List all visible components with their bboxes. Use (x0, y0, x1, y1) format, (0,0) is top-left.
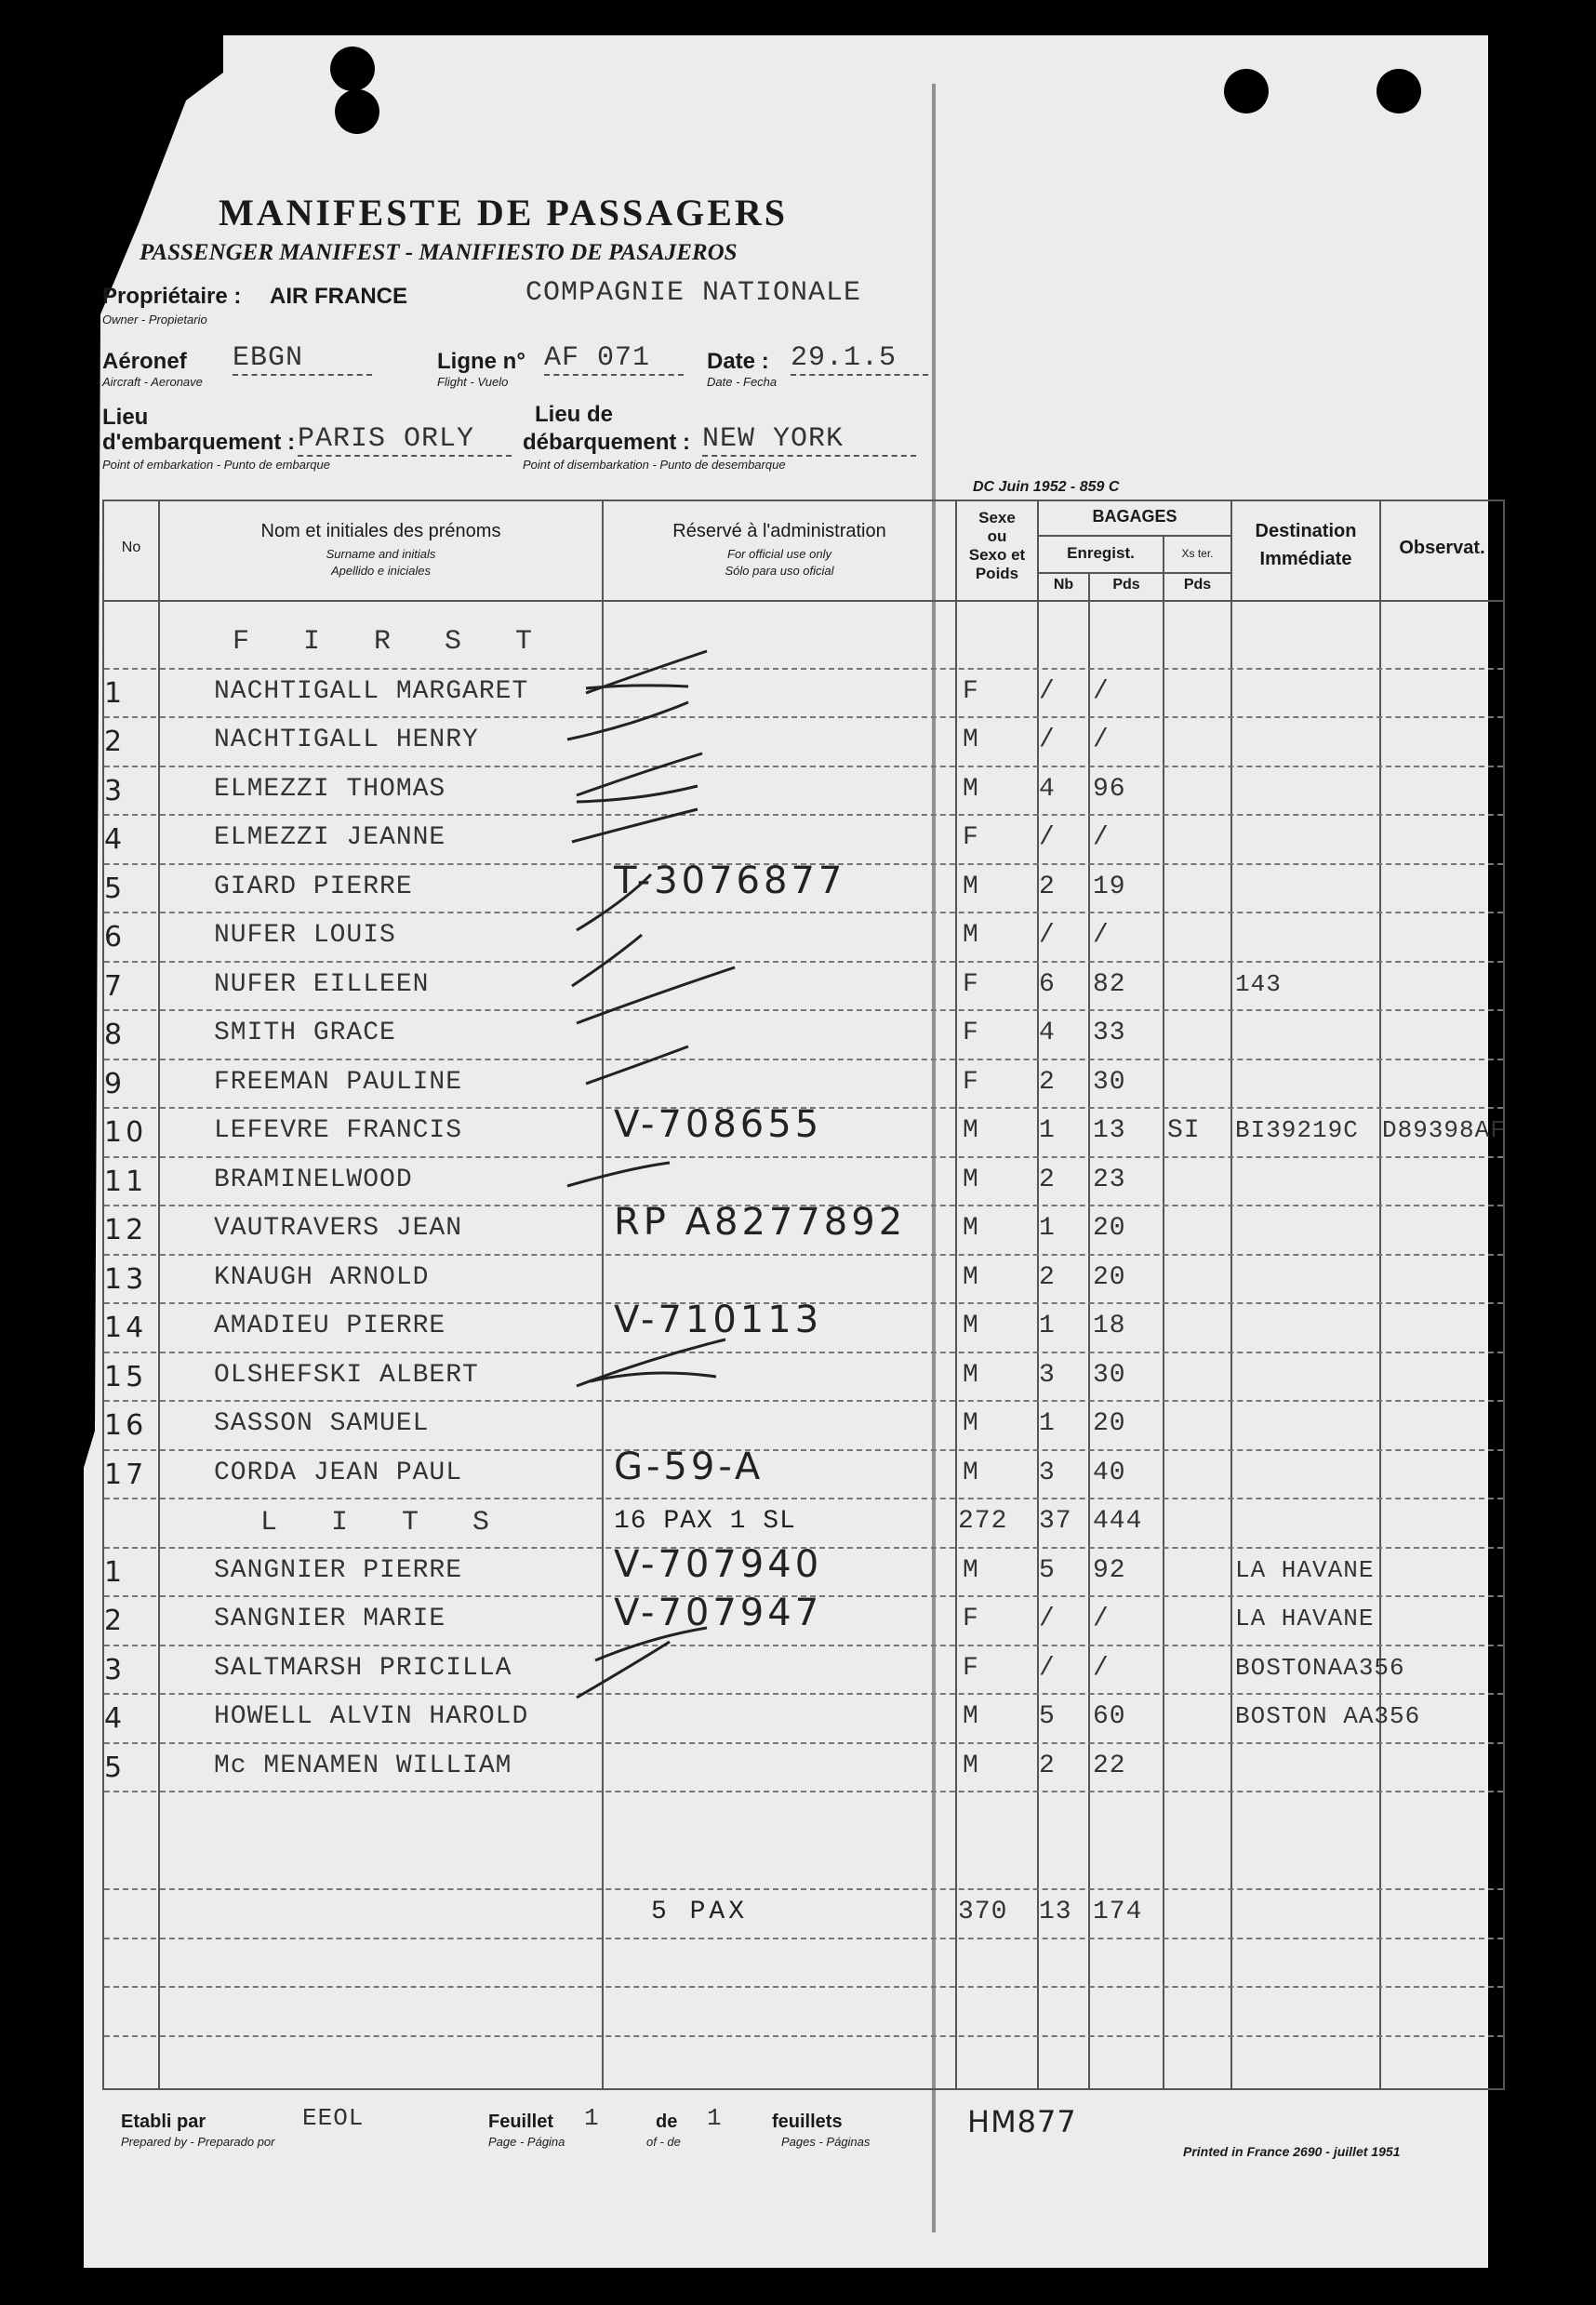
cell-sex: M (963, 726, 979, 754)
cell-nb: / (1039, 726, 1056, 754)
cell-nb: 2 (1039, 1165, 1056, 1194)
cell-admin: V-708655 (614, 1103, 823, 1146)
cell-pds: 30 (1093, 1067, 1126, 1097)
flight-small: Flight - Vuelo (437, 375, 509, 389)
col-name-header: Nom et initiales des prénoms (260, 521, 501, 541)
col-destination-2: Immédiate (1259, 549, 1352, 569)
date-value: 29.1.5 (791, 342, 928, 376)
col-destination-1: Destination (1255, 521, 1357, 541)
cell-sex: 370 (958, 1898, 1008, 1926)
cell-sex: M (963, 1360, 979, 1390)
cell-sex: F (963, 1653, 979, 1683)
cell-no: 2 (104, 1605, 126, 1637)
cell-nb: 4 (1039, 1019, 1056, 1047)
cell-admin: V-707947 (614, 1592, 823, 1634)
cell-no: 1 (104, 676, 126, 710)
pages-small: Pages - Páginas (781, 2135, 871, 2149)
cell-dest: BOSTONAA356 (1235, 1653, 1405, 1682)
cell-name: FREEMAN PAULINE (214, 1067, 463, 1097)
cell-dest: LA HAVANE (1235, 1605, 1375, 1632)
cell-sex: M (963, 1165, 979, 1194)
form-code: DC Juin 1952 - 859 C (973, 479, 1120, 495)
cell-sex: M (963, 1702, 979, 1731)
cell-pds: / (1093, 1605, 1110, 1633)
cell-pds: 444 (1093, 1507, 1143, 1536)
cell-pds: 18 (1093, 1312, 1126, 1340)
cell-pds: 33 (1093, 1019, 1126, 1047)
cell-pds: 60 (1093, 1702, 1126, 1731)
col-sex-4: Poids (975, 565, 1019, 582)
cell-admin: RP A8277892 (614, 1201, 907, 1244)
cell-sex: M (963, 1312, 979, 1340)
cell-nb: 2 (1039, 1751, 1056, 1780)
printed-note: Printed in France 2690 - juillet 1951 (1183, 2144, 1401, 2159)
cell-pds: 13 (1093, 1116, 1126, 1145)
cell-no: 5 (104, 872, 126, 905)
cell-nb: / (1039, 676, 1056, 706)
cell-nb: 1 (1039, 1409, 1056, 1438)
cell-pds: / (1093, 921, 1110, 950)
cell-sex: M (963, 1751, 979, 1780)
cell-sex: M (963, 1555, 979, 1585)
col-sex-1: Sexe (978, 509, 1016, 526)
cell-sex: F (963, 823, 979, 852)
cell-nb: 1 (1039, 1116, 1056, 1145)
form-title: MANIFESTE DE PASSAGERS (219, 192, 789, 233)
cell-no: 12 (104, 1214, 148, 1246)
cell-name: LEFEVRE FRANCIS (214, 1116, 463, 1145)
cell-no: 4 (104, 1702, 126, 1735)
cell-sex: M (963, 774, 979, 804)
cell-admin: 5 PAX (651, 1898, 749, 1926)
embark-label-2: d'embarquement : (102, 430, 296, 455)
cell-nb: 3 (1039, 1458, 1056, 1487)
flight-value: AF 071 (544, 342, 684, 376)
aircraft-small: Aircraft - Aeronave (102, 375, 203, 389)
cell-obs: D89398AF (1382, 1116, 1506, 1144)
col-no-header: No (121, 540, 141, 555)
established-value: EEOL (302, 2104, 365, 2132)
embark-value: PARIS ORLY (298, 423, 512, 457)
cell-name: GIARD PIERRE (214, 872, 413, 901)
cell-sex: M (963, 1409, 979, 1438)
cell-nb: / (1039, 1653, 1056, 1683)
col-pds-header: Pds (1112, 577, 1140, 593)
cell-sex: 272 (958, 1507, 1008, 1536)
of-label: de (656, 2112, 678, 2132)
cell-pds: 40 (1093, 1458, 1126, 1487)
col-admin-small-1: For official use only (727, 547, 831, 561)
cell-sex: M (963, 1116, 979, 1145)
flight-label: Ligne n° (437, 349, 525, 374)
cell-no: 11 (104, 1165, 148, 1198)
cell-no: 8 (104, 1019, 126, 1051)
cell-pds: / (1093, 823, 1110, 852)
col-xs-header: Xs ter. (1181, 547, 1214, 560)
cell-name: SALTMARSH PRICILLA (214, 1653, 512, 1683)
cell-sex: M (963, 921, 979, 950)
cell-pds: 96 (1093, 774, 1126, 804)
cell-sex: F (963, 1019, 979, 1047)
col-name-small-1: Surname and initials (326, 547, 436, 561)
cell-pds: 174 (1093, 1898, 1143, 1926)
cell-no: 10 (104, 1116, 148, 1149)
embark-small: Point of embarkation - Punto de embarque (102, 458, 330, 472)
cell-sex: F (963, 676, 979, 706)
embark-label-1: Lieu (102, 405, 149, 430)
cell-name: NUFER LOUIS (214, 921, 396, 950)
owner-value: AIR FRANCE (270, 284, 407, 309)
sheet-value: 1 (584, 2104, 600, 2132)
cell-nb: 1 (1039, 1214, 1056, 1243)
cell-no: 17 (104, 1458, 148, 1491)
cell-nb: / (1039, 921, 1056, 950)
sheet-small: Page - Página (488, 2135, 565, 2149)
cell-admin: T-3076877 (614, 859, 846, 902)
cell-name: BRAMINELWOOD (214, 1165, 413, 1194)
cell-dest: 143 (1235, 969, 1282, 998)
established-small: Prepared by - Preparado por (121, 2135, 275, 2149)
form-subtitle: PASSENGER MANIFEST - MANIFIESTO DE PASAJEROS (140, 240, 738, 265)
cell-no: 5 (104, 1751, 126, 1784)
cell-name: HOWELL ALVIN HAROLD (214, 1702, 529, 1731)
cell-nb: 37 (1039, 1507, 1072, 1536)
cell-name: KNAUGH ARNOLD (214, 1262, 430, 1292)
cell-xs: SI (1167, 1116, 1201, 1145)
col-sex-3: Sexo et (968, 546, 1026, 564)
aircraft-value: EBGN (233, 342, 372, 376)
cell-name: ELMEZZI JEANNE (214, 823, 446, 852)
cell-sex: M (963, 1458, 979, 1487)
cell-dest: LA HAVANE (1235, 1555, 1375, 1584)
disembark-value: NEW YORK (702, 423, 916, 457)
cell-pds: 19 (1093, 872, 1126, 901)
cell-admin: V-710113 (614, 1299, 823, 1341)
cell-nb: 13 (1039, 1898, 1072, 1926)
cell-pds: / (1093, 676, 1110, 706)
cell-name: Mc MENAMEN WILLIAM (214, 1751, 512, 1780)
cell-name: SASSON SAMUEL (214, 1409, 430, 1438)
date-small: Date - Fecha (707, 375, 778, 389)
owner-typed: COMPAGNIE NATIONALE (525, 277, 862, 309)
cell-dest: BI39219C (1235, 1116, 1359, 1144)
col-nb-header: Nb (1053, 577, 1074, 593)
established-label: Etabli par (121, 2112, 206, 2132)
cell-no: 6 (104, 921, 126, 953)
col-admin-small-2: Sólo para uso oficial (725, 564, 834, 578)
cell-name: SMITH GRACE (214, 1019, 396, 1047)
disembark-small: Point of disembarkation - Punto de desembarque (523, 458, 786, 472)
col-enregist-header: Enregist. (1067, 544, 1135, 562)
disembark-label-1: Lieu de (535, 402, 614, 427)
section-first-label: F I R S T (233, 626, 552, 658)
cell-nb: 2 (1039, 872, 1056, 901)
cell-no: 1 (104, 1555, 126, 1589)
cell-sex: M (963, 1262, 979, 1292)
stamp-hm877: HM877 (967, 2104, 1077, 2139)
cell-pds: 30 (1093, 1360, 1126, 1390)
cell-name: NUFER EILLEEN (214, 969, 430, 999)
cell-name: SANGNIER PIERRE (214, 1555, 463, 1585)
cell-pds: / (1093, 726, 1110, 754)
col-pds2-header: Pds (1183, 577, 1212, 593)
cell-admin: 16 PAX 1 SL (614, 1507, 796, 1536)
cell-name: ELMEZZI THOMAS (214, 774, 446, 804)
col-sex-2: ou (987, 527, 1007, 545)
cell-name: NACHTIGALL HENRY (214, 726, 479, 754)
date-label: Date : (707, 349, 769, 374)
cell-nb: 4 (1039, 774, 1056, 804)
cell-nb: 2 (1039, 1262, 1056, 1292)
col-admin-header: Réservé à l'administration (672, 521, 886, 541)
cell-no: 16 (104, 1409, 148, 1442)
aircraft-label: Aéronef (102, 349, 187, 374)
owner-small: Owner - Propietario (102, 313, 207, 326)
cell-no: 2 (104, 726, 126, 758)
cell-pds: 82 (1093, 969, 1126, 999)
cell-sex: M (963, 872, 979, 901)
cell-nb: 1 (1039, 1312, 1056, 1340)
cell-pds: 92 (1093, 1555, 1126, 1585)
cell-no: 4 (104, 823, 126, 856)
cell-pds: 20 (1093, 1214, 1126, 1243)
pages-label: feuillets (772, 2112, 843, 2132)
cell-pds: / (1093, 1653, 1110, 1683)
cell-no: 7 (104, 969, 126, 1003)
cell-nb: 5 (1039, 1702, 1056, 1731)
of-value: 1 (707, 2104, 723, 2132)
cell-no: 15 (104, 1360, 148, 1393)
cell-nb: 5 (1039, 1555, 1056, 1585)
cell-admin: G-59-A (614, 1445, 765, 1488)
cell-nb: / (1039, 1605, 1056, 1633)
cell-nb: 2 (1039, 1067, 1056, 1097)
cell-sex: M (963, 1214, 979, 1243)
cell-dest: BOSTON AA356 (1235, 1702, 1421, 1730)
col-observ-header: Observat. (1399, 538, 1485, 558)
cell-no: 3 (104, 774, 126, 807)
cell-no: 13 (104, 1262, 148, 1296)
cell-name: SANGNIER MARIE (214, 1605, 446, 1633)
cell-pds: 20 (1093, 1262, 1126, 1292)
cell-sex: F (963, 1605, 979, 1633)
sheet-label: Feuillet (488, 2112, 554, 2132)
cell-name: OLSHEFSKI ALBERT (214, 1360, 479, 1390)
cell-pds: 23 (1093, 1165, 1126, 1194)
cell-nb: 6 (1039, 969, 1056, 999)
cell-sex: F (963, 1067, 979, 1097)
owner-label: Propriétaire : (102, 284, 242, 309)
cell-sex: F (963, 969, 979, 999)
cell-name: CORDA JEAN PAUL (214, 1458, 463, 1487)
cell-no: 3 (104, 1653, 126, 1686)
of-small: of - de (646, 2135, 681, 2149)
cell-no: 14 (104, 1312, 148, 1344)
col-name-small-2: Apellido e iniciales (331, 564, 431, 578)
cell-nb: 3 (1039, 1360, 1056, 1390)
col-bagages-header: BAGAGES (1092, 507, 1177, 526)
cell-pds: 22 (1093, 1751, 1126, 1780)
cell-name: AMADIEU PIERRE (214, 1312, 446, 1340)
cell-admin: V-707940 (614, 1542, 823, 1586)
cell-name: VAUTRAVERS JEAN (214, 1214, 463, 1243)
cell-pds: 20 (1093, 1409, 1126, 1438)
cell-name: NACHTIGALL MARGARET (214, 676, 529, 706)
cell-no: 9 (104, 1067, 126, 1100)
cell-nb: / (1039, 823, 1056, 852)
disembark-label-2: débarquement : (523, 430, 691, 455)
section-lits-label: L I T S (260, 1507, 509, 1539)
